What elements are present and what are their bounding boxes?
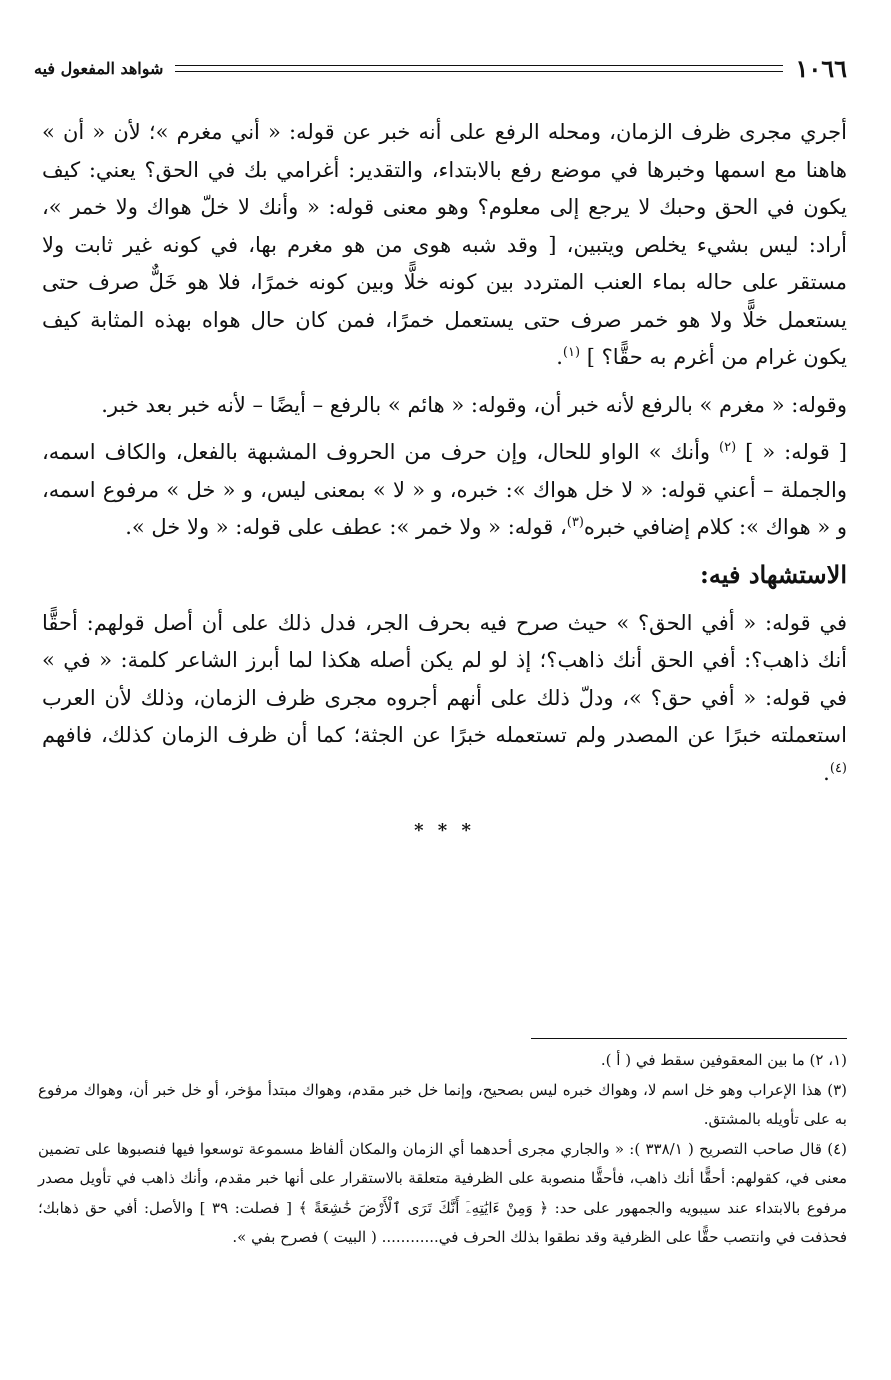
paragraph-text: ، قوله: « ولا خمر »: عطف على قوله: « ولا خل ». [125,515,567,539]
footnote-1-2: (١، ٢) ما بين المعقوفين سقط في ( أ ). [600,1051,847,1069]
footnote-ref: (٤) [829,760,847,776]
header-rule [175,65,783,72]
section-heading: الاستشهاد فيه: [700,559,847,589]
footnote-ref: (١) [562,345,581,360]
section-separator: * * * [414,820,475,841]
main-text [42,114,847,860]
footnote-ref: (٢) [719,440,737,455]
paragraph-text: [ قوله: « ] [745,440,847,464]
paragraph-text: وأنك » الواو للحال، وإن حرف من الحروف المشبهة بالفعل، والكاف اسمه، والجملة – أعني قوله: « لا خل هواك »: خبره، و « لا » بمعنى ليس، و « خل » مرفوع اسمه، و « هواك »: كلام إضافي خبره [42,440,847,539]
page-number: ١٠٦٦ [795,53,847,83]
footnote-ref: (٣) [566,515,584,530]
paragraph-explanation: أجري مجرى ظرف الزمان، ومحله الرفع على أنه خبر عن قوله: « أني مغرم »؛ لأن « أن » هاهنا مع اسمها وخبرها في موضع رفع بالابتداء، والتقدير: أغرامي بك في الحق؟ يعني: كيف يكون في الحق وحبك لا يرجع إلى معلوم؟ وهو معنى قوله: « وأنك لا خلّ هواك ولا خمر »، أراد: ليس بشيء يخلص ويتبين، [ وقد شبه هوى من هو مغرم بها، في كونه غير ثابت ولا مستقر على حاله بماء العنب المتردد بين كونه خلًّا وبين كونه خمرًا، فلا هو خَلٌّ صرف حتى يستعمل خلًّا ولا هو خمر صرف حتى يستعمل خمرًا، فمن كان حال هواه بهذه المثابة كيف يكون غرام من أغرم به حقًّا؟ ] $^{(١)}$. [42,120,847,369]
footnote-3: (٣) هذا الإعراب وهو خل اسم لا، وهواك خبره ليس بصحيح، وإنما خل خبر مقدم، وهواك مبتدأ مؤخر، أو خل خبر أن، وهواك مرفوع به على تأويله بالمشتق. [38,1080,847,1128]
paragraph-evidence: في قوله: « أفي الحق؟ » حيث صرح فيه بحرف الجر، فدل ذلك على أن أصل قولهم: أحقًّا أنك ذاهب؟: أفي الحق أنك ذاهب؟؛ إذ لو لم يكن أصله هكذا لما أبرز الشاعر كلمة: « في » في قوله: « أفي حق؟ »، ودلّ ذلك على أنهم أجروه مجرى ظرف الزمان، وذلك لأن العرب استعملته خبرًا عن المصدر ولم تستعمله خبرًا عن الجثة؛ كما أن ظرف الزمان كذلك، فافهم $^{(٤)}$. [42,610,847,785]
paragraph-text: أجري مجرى ظرف الزمان، ومحله الرفع على أنه خبر عن قوله: « أني مغرم »؛ لأن « أن » هاهنا مع اسمها وخبرها في موضع رفع بالابتداء، والتقدير: أغرامي بك في الحق؟ يعني: كيف يكون في الحق وحبك لا يرجع إلى معلوم؟ وهو معنى قوله: « وأنك لا خلّ هواك ولا خمر »، أراد: ليس بشيء يخلص ويتبين، [ وقد شبه هوى من هو مغرم بها، في كونه غير ثابت ولا مستقر على حاله بماء العنب المتردد بين كونه خلًّا وبين كونه خمرًا، فلا هو خَلٌّ صرف حتى يستعمل خلًّا ولا هو خمر صرف حتى يستعمل خمرًا، فمن كان حال هواه بهذه المثابة كيف يكون غرام من أغرم به حقًّا؟ ] [42,120,847,369]
chapter-title: شواهد المفعول فيه [34,58,164,78]
footnote-separator [531,1038,847,1039]
paragraph-text: في قوله: « أفي الحق؟ » حيث صرح فيه بحرف الجر، فدل ذلك على أن أصل قولهم: أحقًّا أنك ذاهب؟: أفي الحق أنك ذاهب؟؛ إذ لو لم يكن أصله هكذا لما أبرز الشاعر كلمة: « في » في قوله: « أفي حق؟ »، ودلّ ذلك على أنهم أجروه مجرى ظرف الزمان، وذلك لأن العرب استعملته خبرًا عن المصدر ولم تستعمله خبرًا عن الجثة؛ كما أن ظرف الزمان كذلك، فافهم [42,610,847,747]
footnotes [38,1046,847,1253]
running-header [34,50,847,86]
paragraph-irab [42,434,847,547]
paragraph-irab-intro [42,387,847,425]
paragraph-text: وقوله: « مغرم » بالرفع لأنه خبر أن، وقوله: « هائم » بالرفع – أيضًا – لأنه خبر بعد خبر. [101,392,847,417]
footnote-4: (٤) قال صاحب التصريح ( ٣٣٨/١ ): « والجاري مجرى أحدهما أي الزمان والمكان ألفاظ مسموعة توسعوا فيها فنصبوها على تضمين معنى في، كقولهم: أحقًّا أنك ذاهب، فأحقًّا منصوبة على الظرفية متعلقة بالاستقرار على أنها خبر مقدم، وأنك ذاهب في تأويل مصدر مرفوع بالابتداء عند سيبويه والجمهور على حد: ﴿ وَمِنْ ءَايَٰتِهِۦٓ أَنَّكَ تَرَى ٱلْأَرْضَ خَٰشِعَةً ﴾ [ فصلت: ٣٩ ] والأصل: أفي حق ذهابك؛ فحذفت في وانتصب حقًّا على الظرفية وقد نطقوا بذلك الحرف في............ ( البيت ) فصرح بفي ». [38,1139,848,1246]
